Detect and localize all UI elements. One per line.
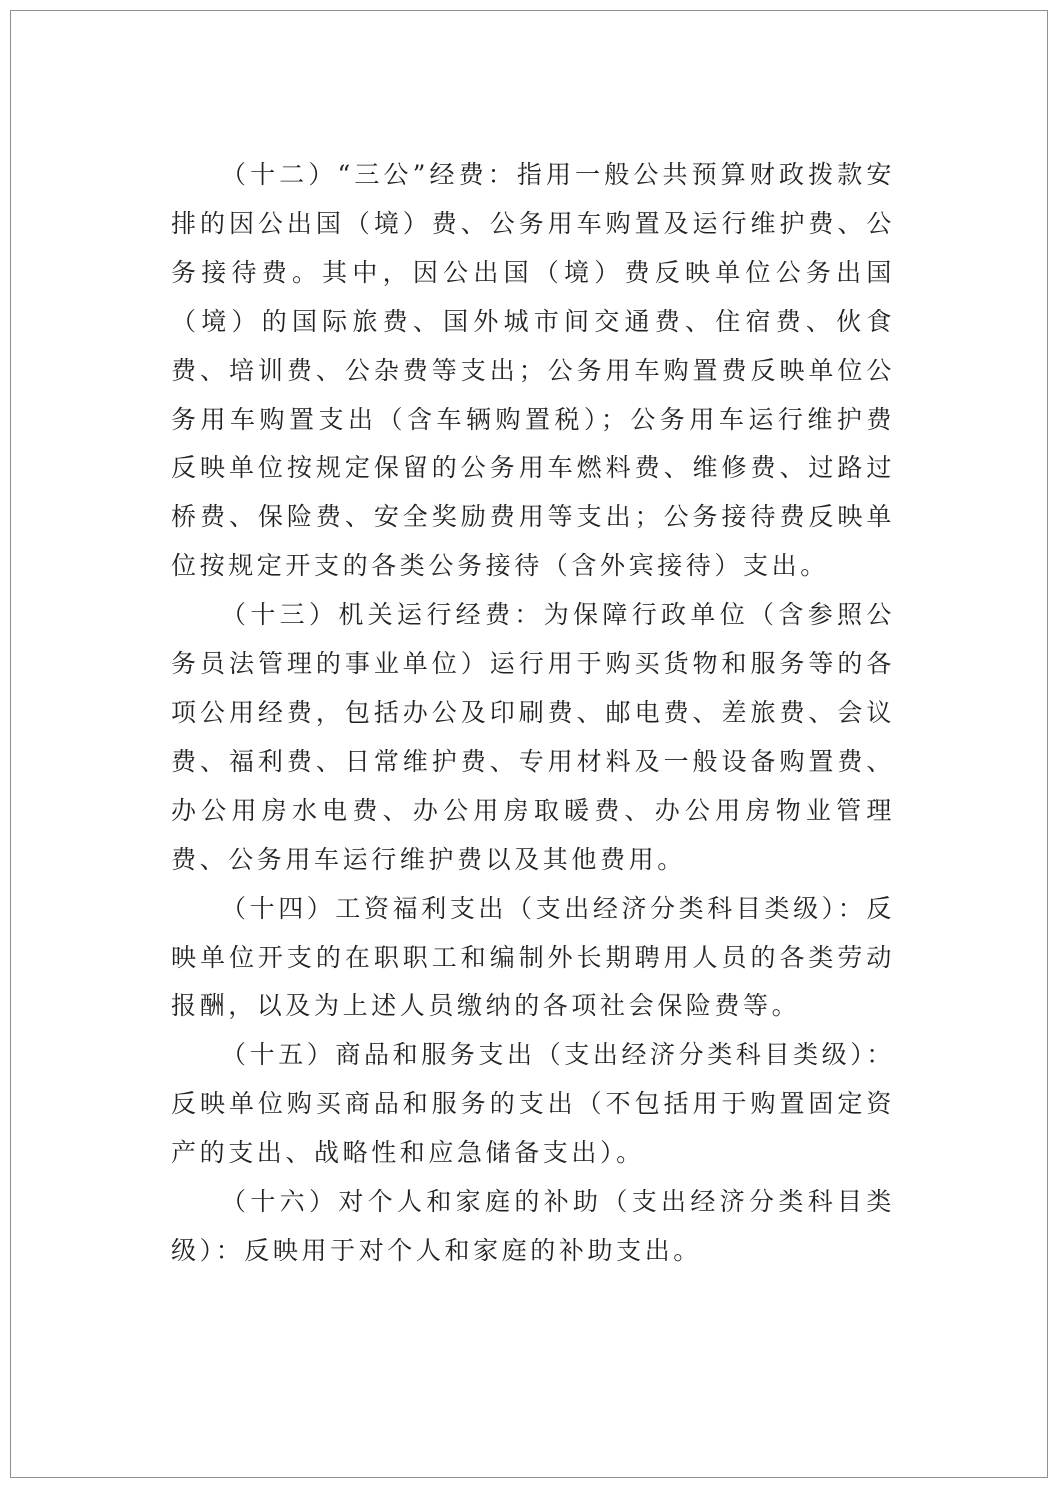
document-body: [171, 151, 895, 1276]
paragraph-item-16: （十六）对个人和家庭的补助（支出经济分类科目类级）：反映用于对个人和家庭的补助支出。: [171, 1187, 895, 1265]
paragraph-item-14: （十四）工资福利支出（支出经济分类科目类级）：反映单位开支的在职职工和编制外长期聘用人员的各类劳动报酬，以及为上述人员缴纳的各项社会保险费等。: [171, 893, 895, 1021]
paragraph-item-12: （十二）“三公”经费：指用一般公共预算财政拨款安排的因公出国（境）费、公务用车购置及运行维护费、公务接待费。其中，因公出国（境）费反映单位公务出国（境）的国际旅费、国外城市间交通费、住宿费、伙食费、培训费、公杂费等支出；公务用车购置费反映单位公务用车购置支出（含车辆购置税）；公务用车运行维护费反映单位按规定保留的公务用车燃料费、维修费、过路过桥费、保险费、安全奖励费用等支出；公务接待费反映单位按规定开支的各类公务接待（含外宾接待）支出。: [171, 160, 895, 581]
document-page: [10, 10, 1048, 1478]
paragraph-item-15: （十五）商品和服务支出（支出经济分类科目类级）：反映单位购买商品和服务的支出（不包括用于购置固定资产的支出、战略性和应急储备支出）。: [171, 1040, 895, 1168]
paragraph-item-13: （十三）机关运行经费：为保障行政单位（含参照公务员法管理的事业单位）运行用于购买货物和服务等的各项公用经费，包括办公及印刷费、邮电费、差旅费、会议费、福利费、日常维护费、专用材料及一般设备购置费、办公用房水电费、办公用房取暖费、办公用房物业管理费、公务用车运行维护费以及其他费用。: [171, 600, 895, 874]
